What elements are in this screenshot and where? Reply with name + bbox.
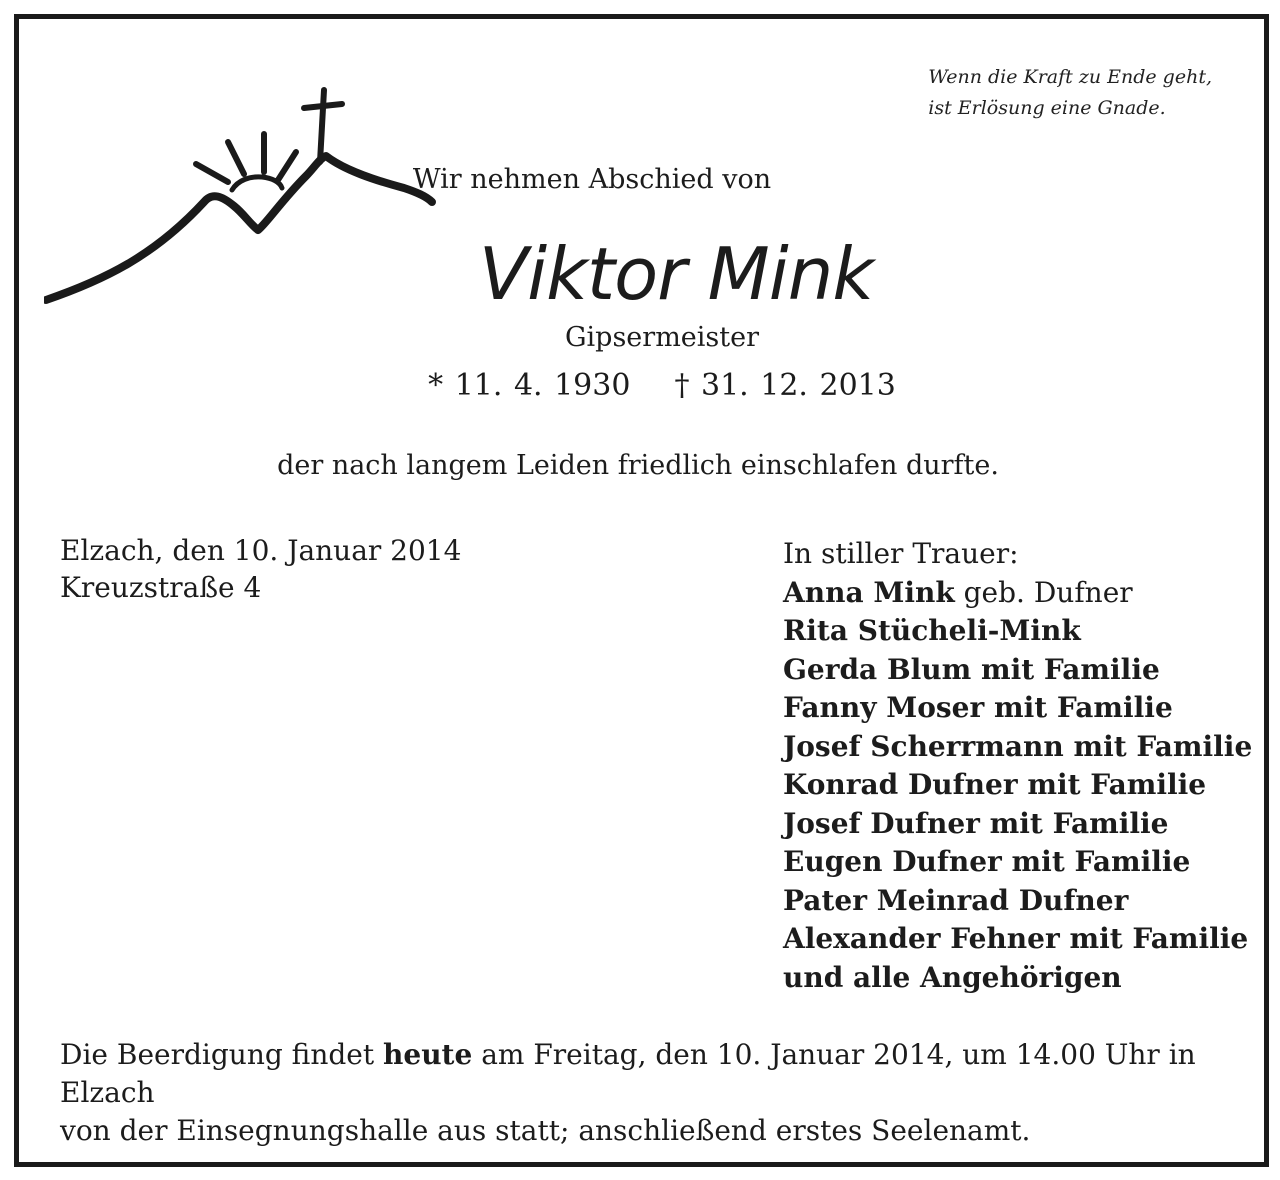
motto [928, 62, 1212, 124]
mourner-entry: Alexander Fehner mit Familie [783, 922, 1249, 955]
place-date: Elzach, den 10. Januar 2014 [60, 534, 462, 567]
mourner-entry: Eugen Dufner mit Familie [783, 845, 1191, 878]
mourner-entry [783, 574, 1252, 613]
mourner-entry: Fanny Moser mit Familie [783, 691, 1173, 724]
motto-line-2: ist Erlösung eine Gnade. [928, 97, 1166, 119]
mourners-heading: In stiller Trauer: [783, 537, 1019, 570]
mourner-entry: Josef Scherrmann mit Familie [783, 729, 1253, 763]
funeral-text-part-2: am Freitag, den 10. Januar 2014, um 14.00 Uhr in Elzach [60, 1038, 1196, 1109]
funeral-line-2: von der Einsegnungshalle aus statt; anschließend erstes Seelenamt. [60, 1114, 1031, 1147]
intro-text: Wir nehmen Abschied von [412, 164, 772, 195]
deceased-name: Viktor Mink [478, 232, 874, 316]
funeral-text-part-1: Die Beerdigung findet [60, 1038, 384, 1071]
mourner-entry: und alle Angehörigen [783, 960, 1122, 994]
mourner-entry: Konrad Dufner mit Familie [783, 768, 1207, 801]
birth-date: * 11. 4. 1930 [428, 368, 631, 403]
funeral-today: heute [383, 1038, 473, 1071]
statement-text: der nach langem Leiden friedlich einschlafen durfte. [277, 450, 999, 481]
mourner-entry: Pater Meinrad Dufner [783, 883, 1129, 917]
mourner-name: Anna Mink [783, 575, 955, 609]
place-date-block [60, 532, 461, 606]
life-dates [22, 368, 1280, 403]
mourners-block [783, 535, 1252, 997]
deceased-profession: Gipsermeister [564, 322, 760, 353]
funeral-line-1 [60, 1036, 1222, 1112]
mourner-entry: Josef Dufner mit Familie [783, 806, 1169, 840]
mourner-suffix: geb. Dufner [954, 575, 1133, 609]
funeral-notice [60, 1036, 1222, 1150]
mourner-entry: Gerda Blum mit Familie [783, 652, 1160, 686]
death-date: † 31. 12. 2013 [674, 368, 896, 403]
motto-line-1: Wenn die Kraft zu Ende geht, [928, 66, 1212, 88]
address: Kreuzstraße 4 [60, 571, 262, 604]
mourner-entry: Rita Stücheli-Mink [783, 614, 1081, 647]
